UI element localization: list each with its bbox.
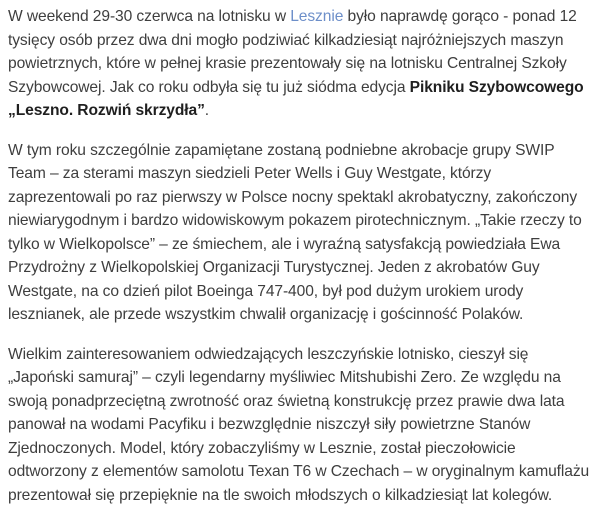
bold-text: Pikniku Szybowcowego „Leszno. Rozwiń skrzydła” [8,78,584,119]
paragraph-2 [8,139,592,327]
text-segment: było naprawdę gorąco - ponad 12 tysięcy osób przez dwa dni mogło podziwiać kilkadziesiąt najróżniejszych maszyn powietrznych, które w pełnej krasie prezentowały się na lotnisku Centralnej Szkoły Szybowcowej. Jak co roku odbyła się tu już siódma edycja [8,8,577,96]
text-segment: W weekend 29-30 czerwca na lotnisku w [8,8,291,25]
paragraph-1 [8,5,592,123]
leszno-link[interactable]: Lesznie [290,8,344,25]
text-segment: . [204,102,210,119]
paragraph-3 [8,343,592,508]
article-paragraphs [8,5,592,507]
article-body [8,5,592,507]
text-segment: Wielkim zainteresowaniem odwiedzających leszczyńskie lotnisko, cieszył się „Japoński samuraj” – czyli legendarny myśliwiec Mitshubishi Zero. Ze względu na swoją ponadprzeciętną zwrotność oraz świetną konstrukcję przez prawie dwa lata panował na wodami Pacyfiku i bezwzględnie niszczył siły powietrzne Stanów Zjednoczonych. Model, który zobaczyliśmy w Lesznie, został pieczołowicie odtworzony z elementów samolotu Texan T6 w Czechach – w oryginalnym kamuflażu prezentował się przepięknie na tle swoich młodszych o kilkadziesiąt lat kolegów. [8,345,590,504]
text-segment: W tym roku szczególnie zapamiętane zostaną podniebne akrobacje grupy SWIP Team – za sterami maszyn siedzieli Peter Wells i Guy Westgate, którzy zaprezentowali po raz pierwszy w Polsce nocny spektakl akrobatyczny, zakończony niewiarygodnym i bardzo widowiskowym pokazem pirotechnicznym. „Takie rzeczy to tylko w Wielkopolsce” – ze śmiechem, ale i wyraźną satysfakcją powiedziała Ewa Przydrożny z Wielkopolskiej Organizacji Turystycznej. Jeden z akrobatów Guy Westgate, na co dzień pilot Boeinga 747-400, był pod dużym urokiem urody lesznianek, ale przede wszystkim chwalił organizację i gościnność Polaków. [8,141,582,323]
